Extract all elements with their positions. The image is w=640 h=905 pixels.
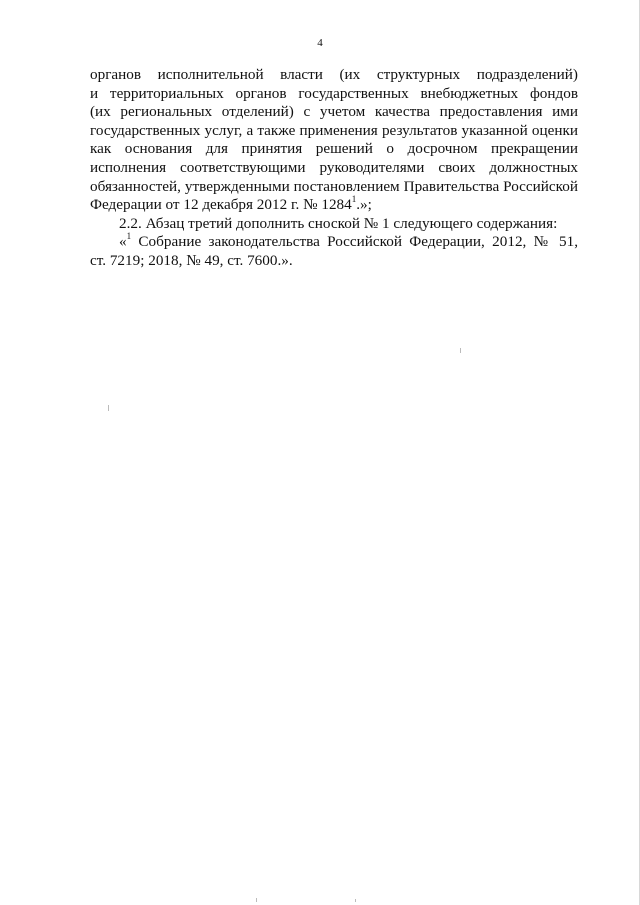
page-number: 4 [317,37,323,49]
footnote-line: ст. 7219; 2018, № 49, ст. 7600.». [90,251,293,269]
scan-speck [460,348,461,353]
paragraph-line: как основания для принятия решений о досрочном прекращении [90,140,578,158]
scan-speck [355,899,356,902]
footnote-line [90,233,578,252]
document-body [90,66,578,271]
paragraph-line: исполнения соответствующими руководителями своих должностных [90,158,578,176]
footnote-text: Собрание законодательства Российской Федерации, 2012, № 51, [131,233,578,251]
paragraph-line: органов исполнительной власти (их структурных подразделений) [90,66,578,83]
paragraph-line: и территориальных органов государственных внебюджетных фондов [90,84,578,102]
paragraph-text: .»; [356,196,372,214]
paragraph-text: Федерации от 12 декабря 2012 г. № 1284 [90,196,352,214]
footnote-reference: 1 [351,194,357,205]
paragraph-line: государственных услуг, а также применения результатов указанной оценки [90,121,578,139]
paragraph-line-last [90,196,578,215]
paragraph-line: обязанностей, утвержденными постановлением Правительства Российской [90,177,578,195]
amendment-paragraph: 2.2. Абзац третий дополнить сноской № 1 следующего содержания: [119,214,558,232]
scan-speck [108,405,109,411]
paragraph-line: (их региональных отделений) с учетом качества предоставления ими [90,103,578,121]
scan-speck [256,898,257,902]
footnote-quote: « [119,233,127,251]
footnote-marker: 1 [126,231,132,242]
